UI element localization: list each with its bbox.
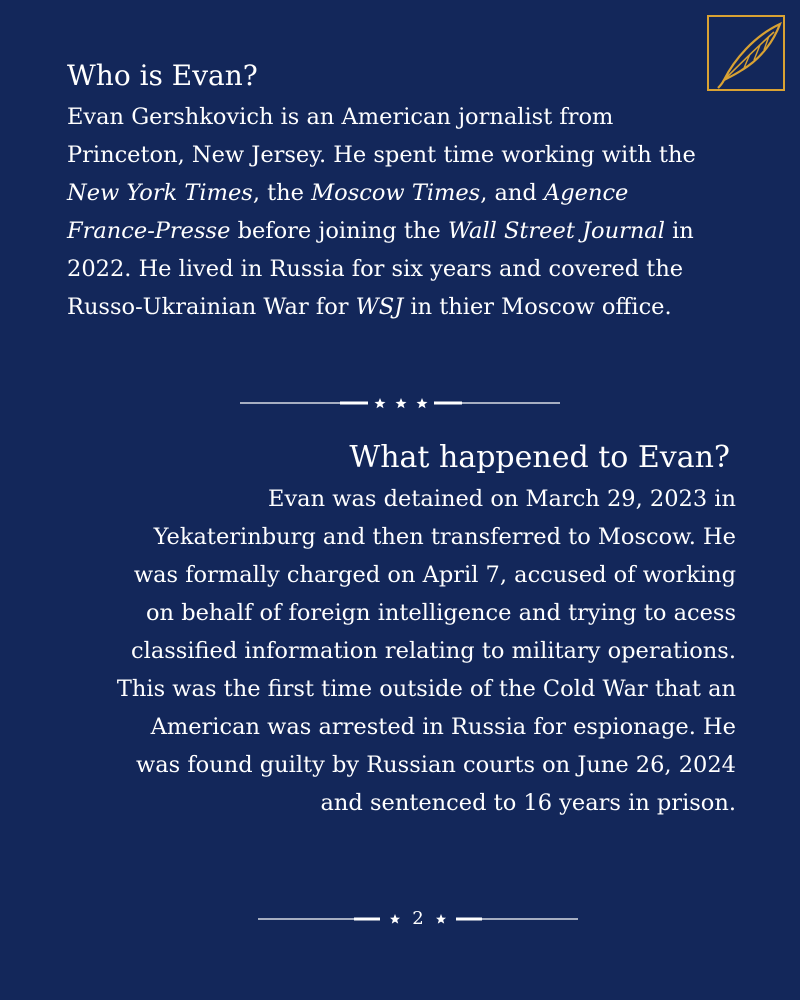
who-is-evan-section (67, 58, 707, 326)
page-number: 2 (412, 908, 424, 929)
text-run: before joining the (230, 218, 448, 244)
text-run: , and (480, 180, 544, 206)
publication-afp: Agence France-Presse (67, 180, 629, 244)
page-number-footer (258, 906, 578, 932)
section-heading-who: Who is Evan? (67, 59, 258, 92)
who-is-evan-paragraph (67, 98, 707, 326)
what-happened-paragraph: Evan was detained on March 29, 2023 in Yekaterinburg and then transferred to Moscow. He was formally charged on April 7, accused of working on behalf of foreign intelligence and trying to acess classified information relating to military operations. This was the first time outside of the Cold War that an American was arrested in Russia for espionage. He was found guilty by Russian courts on June 26, 2024 and sentenced to 16 years in prison. (116, 486, 736, 816)
publication-moscow-times: Moscow Times (311, 180, 481, 206)
section-heading-what-happened: What happened to Evan? (349, 440, 730, 475)
text-run: in thier Moscow office. (403, 294, 672, 320)
star-divider-icon (240, 395, 560, 411)
text-run: in 2022. He lived in Russia for six years and covered the Russo-Ukrainian War for (67, 218, 694, 320)
text-run: , the (252, 180, 312, 206)
text-run: Evan Gershkovich is an American jornalist from Princeton, New Jersey. He spent time working with the (67, 104, 696, 168)
publication-wsj-full: Wall Street Journal (447, 218, 665, 244)
what-happened-section (116, 438, 736, 822)
publication-wsj: WSJ (355, 294, 404, 320)
publication-nyt: New York Times (67, 180, 253, 206)
quill-logo-icon (704, 14, 788, 92)
